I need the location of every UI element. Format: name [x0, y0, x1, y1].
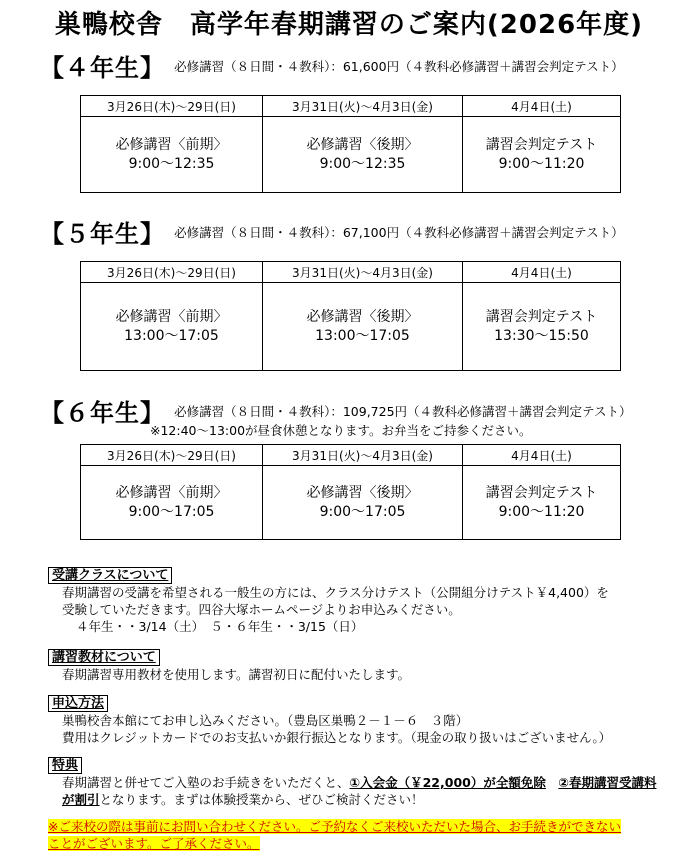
- application-line: 費用はクレジットカードでのお支払いか銀行振込となります。（現金の取り扱いはございません。）: [62, 730, 612, 745]
- schedule-cell: [463, 117, 621, 193]
- application-line: 巣鴨校舎本館にてお申し込みください。（豊島区巣鴨２－１－６ ３階）: [62, 713, 469, 728]
- class-info-line: 受験していただきます。四谷大塚ホームページよりお申込みください。: [62, 602, 461, 617]
- grade5-heading: [40, 214, 624, 249]
- benefits-line: [48, 791, 656, 808]
- schedule-header-cell: 3月31日(火)～4月3日(金): [263, 445, 463, 466]
- grade5-fee-description: 必修講習（８日間・４教科）：67,100円（４教科必修講習＋講習会判定テスト）: [174, 224, 624, 240]
- course-name: 講習会判定テスト: [485, 308, 598, 325]
- grade4-fee-description: 必修講習（８日間・４教科）：61,600円（４教科必修講習＋講習会判定テスト）: [174, 58, 624, 74]
- notice-line: ※ご来校の際は事前にお問い合わせください。ご予約なくご来校いただいた場合、お手続きができない: [48, 819, 621, 834]
- benefits-spacer: [546, 775, 559, 790]
- test-dates: ４年生・・3/14（土） ５・６年生・・3/15（日）: [76, 619, 364, 634]
- notice-line: ことがございます。ご了承ください。: [48, 836, 260, 851]
- course-time: 9:00～12:35: [128, 155, 215, 172]
- schedule-cell: [263, 466, 463, 540]
- course-name: 必修講習〈後期〉: [306, 136, 419, 153]
- course-name: 必修講習〈前期〉: [115, 136, 228, 153]
- schedule-header-cell: 3月31日(火)～4月3日(金): [263, 262, 463, 283]
- schedule-header-cell: 3月26日(木)～29日(日): [81, 445, 263, 466]
- lunch-note: ※12:40～13:00が昼食休憩となります。お弁当をご持参ください。: [150, 423, 532, 438]
- course-time: 13:30～15:50: [494, 327, 589, 344]
- grade4-heading: [40, 48, 624, 83]
- grade4-schedule-table: [80, 95, 621, 193]
- grade6-fee-description: 必修講習（８日間・４教科）：109,725円（４教科必修講習＋講習会判定テスト）: [174, 403, 632, 419]
- schedule-header-cell: 3月26日(木)～29日(日): [81, 96, 263, 117]
- schedule-cell: [81, 283, 263, 371]
- course-name: 必修講習〈前期〉: [115, 484, 228, 501]
- schedule-cell: [463, 283, 621, 371]
- course-time: 9:00～17:05: [128, 503, 215, 520]
- course-name: 必修講習〈後期〉: [306, 308, 419, 325]
- benefits-text: 春期講習と併せてご入塾のお手続きをいただくと、: [62, 775, 350, 790]
- course-time: 9:00～12:35: [319, 155, 406, 172]
- schedule-header-cell: 4月4日(土): [463, 96, 621, 117]
- course-name: 講習会判定テスト: [485, 136, 598, 153]
- enrollment-fee-waiver: ①入会金（￥22,000）が全額免除: [349, 775, 546, 790]
- schedule-cell: [263, 117, 463, 193]
- materials-line: 春期講習専用教材を使用します。講習初日に配付いたします。: [62, 667, 411, 682]
- application-section: [48, 694, 611, 746]
- materials-section: [48, 648, 410, 683]
- class-info-heading: 受講クラスについて: [48, 567, 172, 584]
- visit-notice: [48, 818, 658, 852]
- grade6-schedule-table: [80, 444, 621, 540]
- benefits-text: となります。まずは体験授業から、ぜひご検討ください！: [99, 792, 424, 807]
- tuition-discount: ②春期講習受講料: [558, 775, 657, 790]
- schedule-header-cell: 3月31日(火)～4月3日(金): [263, 96, 463, 117]
- class-info-line: 春期講習の受講を希望される一般生の方には、クラス分けテスト（公開組分けテスト￥4,400）を: [62, 585, 609, 600]
- course-time: 13:00～17:05: [124, 327, 219, 344]
- course-name: 必修講習〈後期〉: [306, 484, 419, 501]
- course-time: 9:00～11:20: [498, 503, 585, 520]
- class-info-section: [48, 566, 609, 635]
- benefits-heading: 特典: [48, 757, 82, 774]
- course-time: 9:00～17:05: [319, 503, 406, 520]
- course-time: 9:00～11:20: [498, 155, 585, 172]
- schedule-cell: [81, 117, 263, 193]
- materials-heading: 講習教材について: [48, 649, 160, 666]
- application-heading: 申込方法: [48, 695, 108, 712]
- schedule-cell: [463, 466, 621, 540]
- page-title: 巣鴨校舎 高学年春期講習のご案内(2026年度): [54, 10, 644, 40]
- course-name: 必修講習〈前期〉: [115, 308, 228, 325]
- grade5-schedule-table: [80, 261, 621, 371]
- schedule-cell: [81, 466, 263, 540]
- course-name: 講習会判定テスト: [485, 484, 598, 501]
- tuition-discount-cont: が割引: [62, 792, 100, 807]
- schedule-header-cell: 4月4日(土): [463, 262, 621, 283]
- schedule-cell: [263, 283, 463, 371]
- course-time: 13:00～17:05: [315, 327, 410, 344]
- benefits-line: [48, 774, 656, 791]
- grade5-label: 【５年生】: [40, 220, 165, 248]
- schedule-header-cell: 3月26日(木)～29日(日): [81, 262, 263, 283]
- grade4-label: 【４年生】: [40, 54, 165, 82]
- benefits-section: [48, 756, 656, 808]
- schedule-header-cell: 4月4日(土): [463, 445, 621, 466]
- grade6-label: 【６年生】: [40, 399, 165, 427]
